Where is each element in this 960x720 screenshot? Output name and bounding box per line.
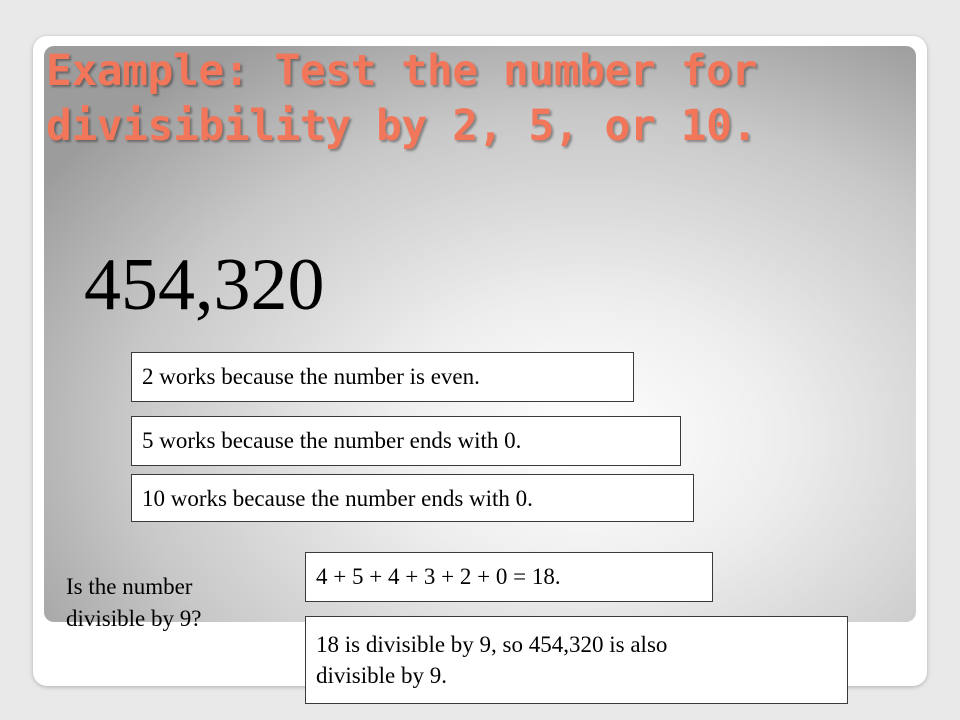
conclusion-line-2: divisible by 9. bbox=[316, 663, 447, 688]
divisible-by-5-box: 5 works because the number ends with 0. bbox=[131, 416, 681, 466]
conclusion-box bbox=[305, 616, 848, 704]
digit-sum-box: 4 + 5 + 4 + 3 + 2 + 0 = 18. bbox=[305, 552, 713, 602]
slide-title: Example: Test the number for divisibility by 2, 5, or 10. bbox=[46, 46, 757, 151]
divisible-by-2-box: 2 works because the number is even. bbox=[131, 352, 634, 402]
divisible-by-10-box: 10 works because the number ends with 0. bbox=[131, 474, 694, 522]
divisible-by-9-question bbox=[66, 571, 286, 635]
conclusion-line-1: 18 is divisible by 9, so 454,320 is also bbox=[316, 632, 668, 657]
question-line-2: divisible by 9? bbox=[66, 606, 202, 631]
question-line-1: Is the number bbox=[66, 574, 193, 599]
example-number: 454,320 bbox=[84, 244, 325, 326]
